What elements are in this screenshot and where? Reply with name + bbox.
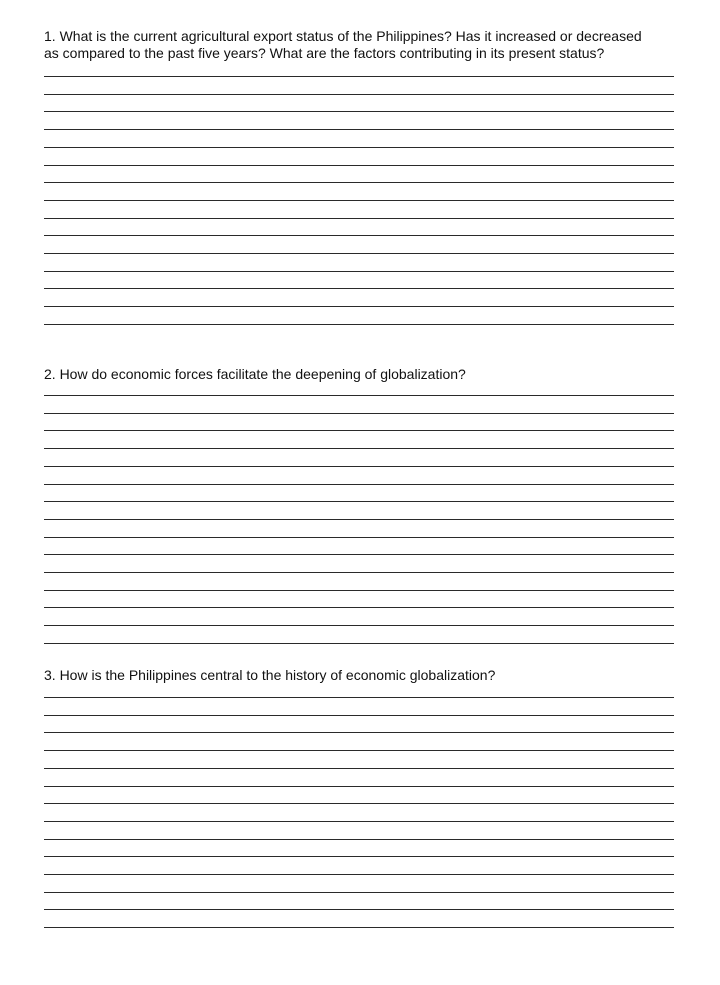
answer-line[interactable] xyxy=(44,715,674,716)
question-2-block xyxy=(44,366,674,383)
answer-line[interactable] xyxy=(44,129,674,130)
answer-line[interactable] xyxy=(44,324,674,325)
answer-line[interactable] xyxy=(44,732,674,733)
answer-line[interactable] xyxy=(44,76,674,77)
answer-line[interactable] xyxy=(44,466,674,467)
question-3-text: 3. How is the Philippines central to the history of economic globalization? xyxy=(44,667,496,683)
answer-line[interactable] xyxy=(44,643,674,644)
answer-line[interactable] xyxy=(44,537,674,538)
answer-line[interactable] xyxy=(44,927,674,928)
answer-line[interactable] xyxy=(44,607,674,608)
question-3-block xyxy=(44,667,674,684)
answer-line[interactable] xyxy=(44,182,674,183)
answer-line[interactable] xyxy=(44,572,674,573)
answer-line[interactable] xyxy=(44,253,674,254)
answer-line[interactable] xyxy=(44,519,674,520)
answer-line[interactable] xyxy=(44,111,674,112)
answer-line[interactable] xyxy=(44,697,674,698)
answer-line[interactable] xyxy=(44,306,674,307)
answer-line[interactable] xyxy=(44,501,674,502)
question-1-block xyxy=(44,28,674,62)
answer-line[interactable] xyxy=(44,430,674,431)
question-1-text: 1. What is the current agricultural export status of the Philippines? Has it increased or decreased as compared to the past five years? What are the factors contributing in its present status? xyxy=(44,28,642,61)
answer-line[interactable] xyxy=(44,839,674,840)
answer-line[interactable] xyxy=(44,448,674,449)
answer-line[interactable] xyxy=(44,94,674,95)
answer-line[interactable] xyxy=(44,803,674,804)
answer-line[interactable] xyxy=(44,892,674,893)
answer-line[interactable] xyxy=(44,200,674,201)
answer-line[interactable] xyxy=(44,165,674,166)
answer-line[interactable] xyxy=(44,395,674,396)
answer-line[interactable] xyxy=(44,874,674,875)
answer-line[interactable] xyxy=(44,590,674,591)
answer-line[interactable] xyxy=(44,625,674,626)
answer-line[interactable] xyxy=(44,147,674,148)
answer-line[interactable] xyxy=(44,786,674,787)
question-2-text: 2. How do economic forces facilitate the deepening of globalization? xyxy=(44,366,466,382)
answer-line[interactable] xyxy=(44,768,674,769)
answer-line[interactable] xyxy=(44,288,674,289)
answer-line[interactable] xyxy=(44,484,674,485)
answer-line[interactable] xyxy=(44,235,674,236)
answer-line[interactable] xyxy=(44,821,674,822)
answer-line[interactable] xyxy=(44,909,674,910)
answer-line[interactable] xyxy=(44,218,674,219)
answer-line[interactable] xyxy=(44,856,674,857)
answer-line[interactable] xyxy=(44,750,674,751)
answer-line[interactable] xyxy=(44,554,674,555)
answer-line[interactable] xyxy=(44,413,674,414)
answer-line[interactable] xyxy=(44,271,674,272)
